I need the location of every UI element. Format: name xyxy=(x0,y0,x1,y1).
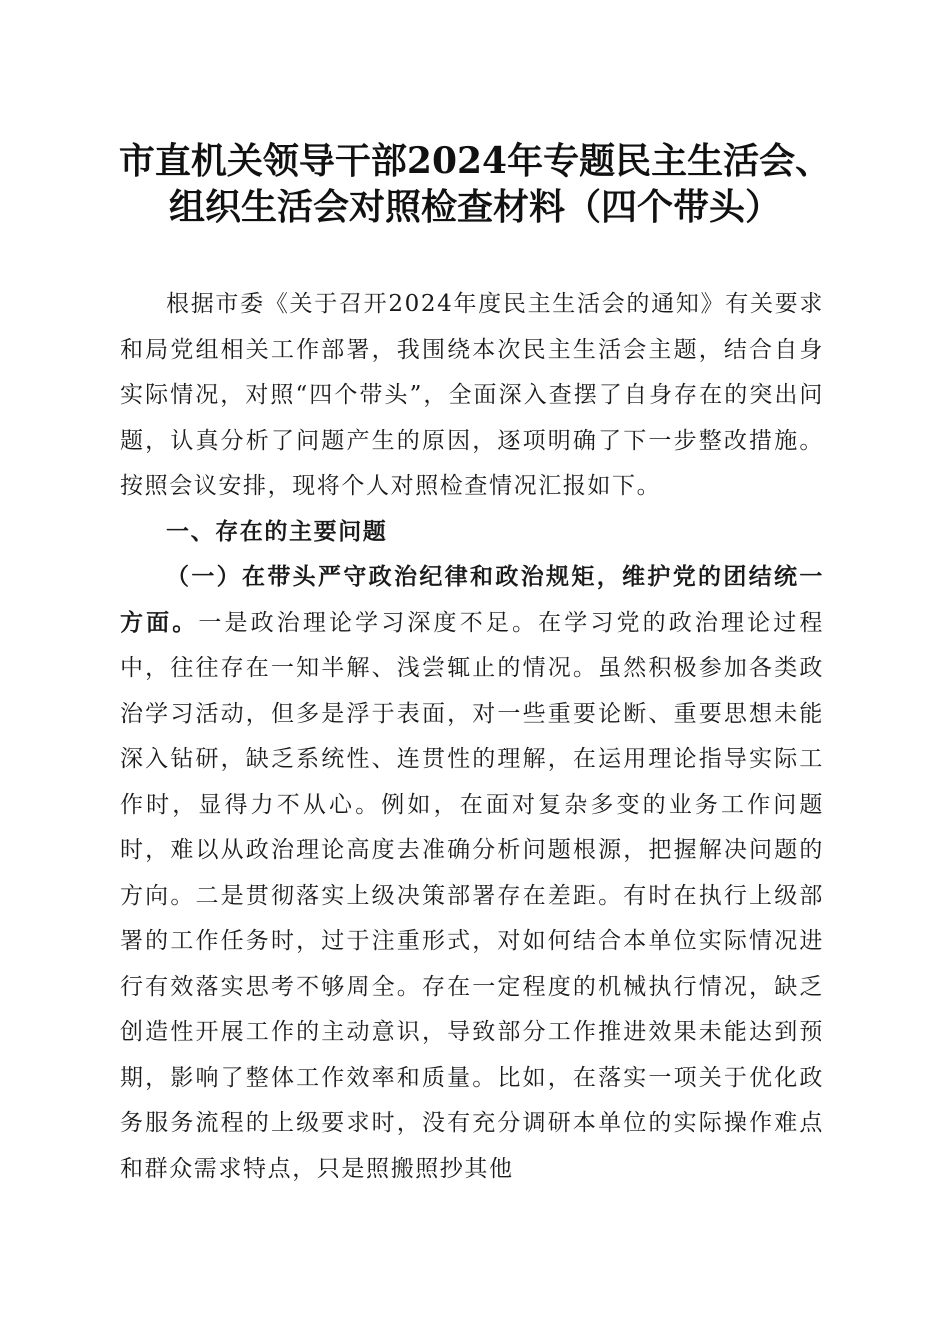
subsection-heading-1: （一）在带头严守政治纪律和政治规矩，维护党的团结统一方面。 xyxy=(120,564,824,636)
title-line-1: 市直机关领导干部2024年专题民主生活会、 xyxy=(118,140,832,182)
section-heading-main-problems: 一、存在的主要问题 xyxy=(166,518,388,545)
document-title xyxy=(90,138,860,230)
title-line-2: 组织生活会对照检查材料（四个带头） xyxy=(168,186,781,228)
intro-paragraph: 根据市委《关于召开2024年度民主生活会的通知》有关要求和局党组相关工作部署，我围绕本次民主生活会主题，结合自身实际情况，对照“四个带头”，全面深入查摆了自身存在的突出问题，认真分析了问题产生的原因，逐项明确了下一步整改措施。按照会议安排，现将个人对照检查情况汇报如下。 xyxy=(120,291,824,499)
document-body xyxy=(120,282,824,1192)
subsection-body-1: 一是政治理论学习深度不足。在学习党的政治理论过程中，往往存在一知半解、浅尝辄止的情况。虽然积极参加各类政治学习活动，但多是浮于表面，对一些重要论断、重要思想未能深入钻研，缺乏系统性、连贯性的理解，在运用理论指导实际工作时，显得力不从心。例如，在面对复杂多变的业务工作问题时，难以从政治理论高度去准确分析问题根源，把握解决问题的方向。二是贯彻落实上级决策部署存在差距。有时在执行上级部署的工作任务时，过于注重形式，对如何结合本单位实际情况进行有效落实思考不够周全。存在一定程度的机械执行情况，缺乏创造性开展工作的主动意识，导致部分工作推进效果未能达到预期，影响了整体工作效率和质量。比如，在落实一项关于优化政务服务流程的上级要求时，没有充分调研本单位的实际操作难点和群众需求特点，只是照搬照抄其他 xyxy=(120,609,824,1182)
subsection-paragraph-1 xyxy=(120,555,824,1192)
